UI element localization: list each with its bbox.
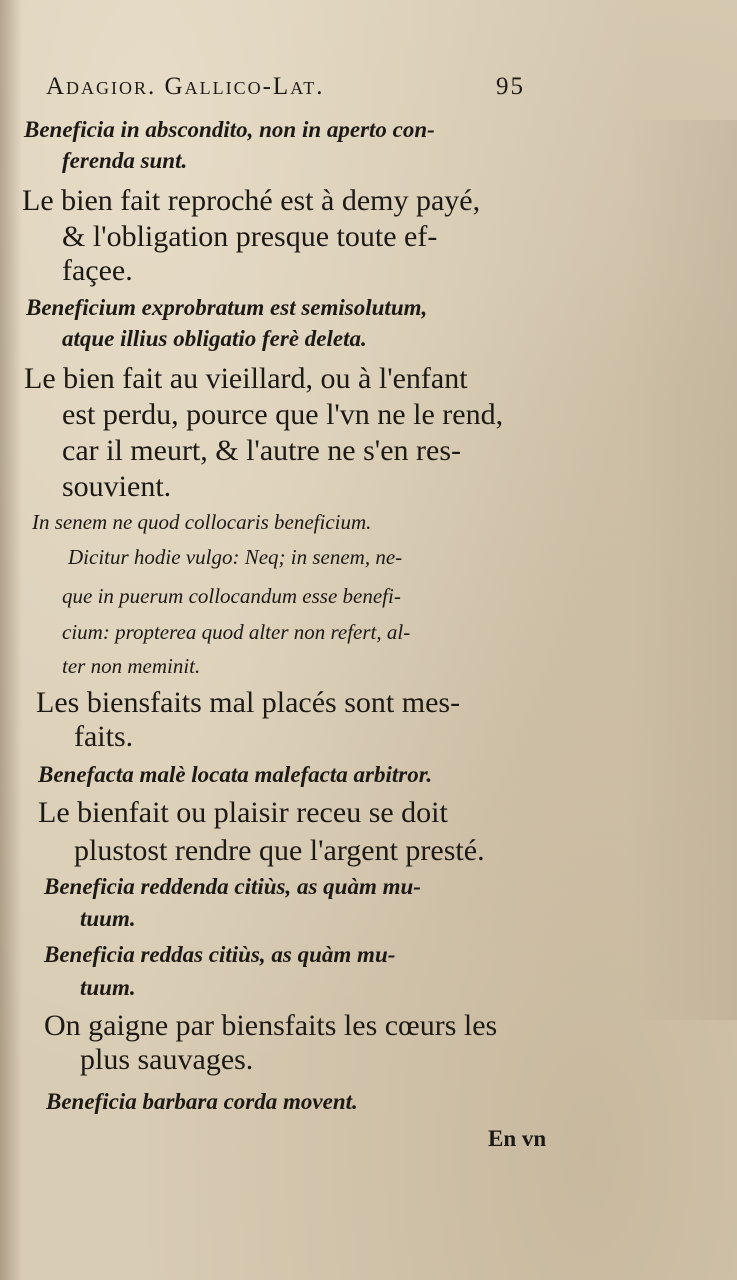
text-line: Le bien fait au vieillard, ou à l'enfant <box>24 362 468 395</box>
text-line: Dicitur hodie vulgo: Neq; in senem, ne- <box>68 545 403 569</box>
text-line: tuum. <box>80 975 136 1000</box>
text-line: que in puerum collocandum esse benefi- <box>62 584 401 608</box>
text-line: souvient. <box>62 470 172 503</box>
text-line: Le bien fait reproché est à demy payé, <box>22 184 481 217</box>
show-through-shadow <box>627 120 737 1020</box>
text-line: façee. <box>62 254 133 287</box>
page-number: 95 <box>496 73 525 100</box>
text-line: plustost rendre que l'argent presté. <box>74 834 485 867</box>
text-line: ter non meminit. <box>62 654 201 678</box>
text-line: ferenda sunt. <box>62 148 188 173</box>
text-line: Benefacta malè locata malefacta arbitror. <box>38 762 433 787</box>
text-line: & l'obligation presque toute ef- <box>62 220 438 253</box>
text-line: Beneficia reddas citiùs, as quàm mu- <box>44 942 396 967</box>
text-line: cium: propterea quod alter non refert, al- <box>62 620 411 644</box>
text-line: plus sauvages. <box>80 1043 254 1076</box>
page-gutter-shadow <box>0 0 22 1280</box>
text-line: Le bienfait ou plaisir receu se doit <box>38 796 448 829</box>
text-line: Beneficia in abscondito, non in aperto con- <box>24 117 435 142</box>
text-line: faits. <box>74 720 134 753</box>
text-line: Beneficium exprobratum est semisolutum, <box>26 295 428 320</box>
text-line: car il meurt, & l'autre ne s'en res- <box>62 434 461 467</box>
running-head-title: Adagior. Gallico-Lat. <box>46 73 325 100</box>
text-line: atque illius obligatio ferè deleta. <box>62 326 367 351</box>
text-line: est perdu, pource que l'vn ne le rend, <box>62 398 504 431</box>
catchword: En vn <box>488 1126 547 1151</box>
text-line: Les biensfaits mal placés sont mes- <box>36 686 461 719</box>
text-line: On gaigne par biensfaits les cœurs les <box>44 1009 498 1042</box>
text-line: tuum. <box>80 906 136 931</box>
text-line: Beneficia barbara corda movent. <box>46 1089 358 1114</box>
text-line: Beneficia reddenda citiùs, as quàm mu- <box>44 874 421 899</box>
text-line: In senem ne quod collocaris beneficium. <box>32 510 372 534</box>
